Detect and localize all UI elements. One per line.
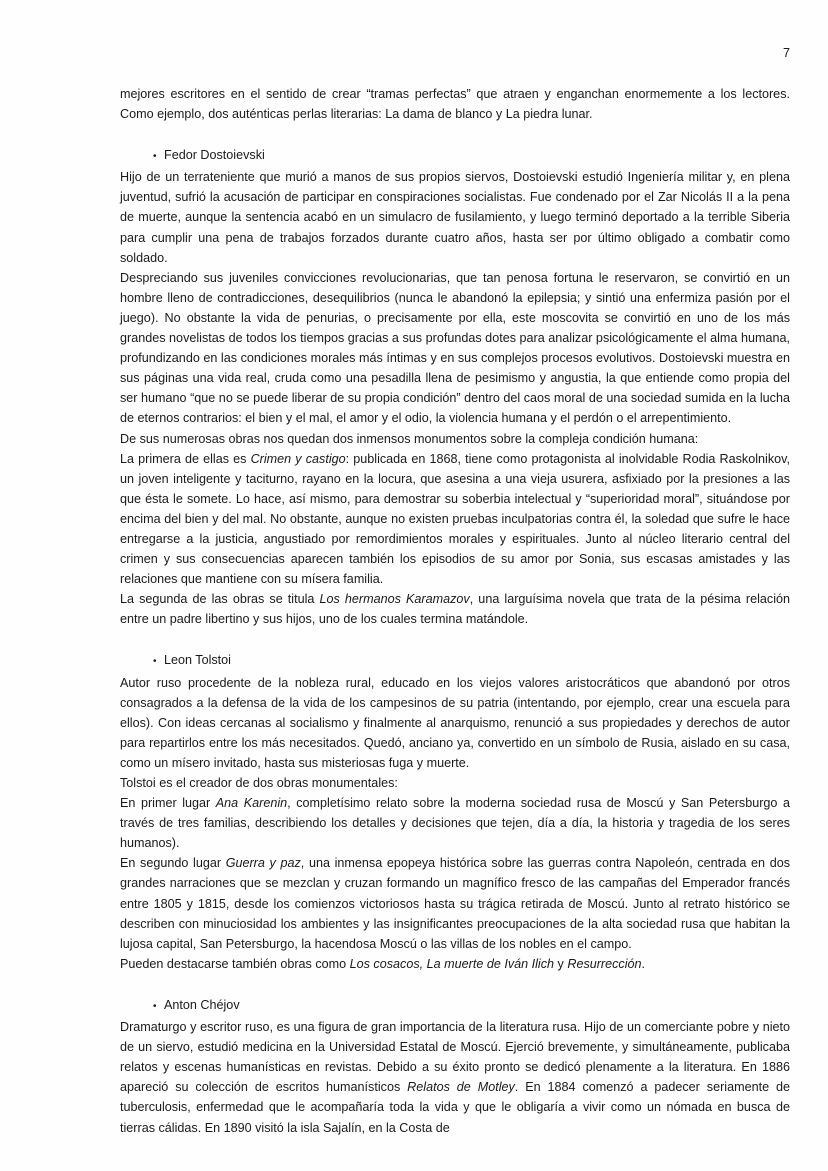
text-run: . bbox=[641, 956, 646, 971]
page-number: 7 bbox=[783, 46, 790, 60]
paragraph-tolstoi-biography bbox=[120, 673, 790, 773]
italic-title: Los cosacos, La muerte de Iván Ilich bbox=[349, 956, 555, 971]
document-body bbox=[120, 84, 790, 1138]
paragraph-dostoievski-character bbox=[120, 268, 790, 429]
bullet-dot-icon: • bbox=[153, 151, 157, 163]
paragraph-guerra-y-paz bbox=[120, 853, 790, 953]
text-run: : publicada en 1868, tiene como protagonista al inolvidable Rodia Raskolnikov, un joven inteligente y taciturno, rayano en la locura, que asesina a una vieja usurera, asfixiado por la presiones a las que ésta le somete. Lo hace, así mismo, para demostrar su soberbia intelectual y “superioridad moral”, situándose por encima del bien y del mal. No obstante, aunque no existen pruebas inculpatorias contra él, la soledad que sufre le hace entregarse a la justicia, angustiado por remordimientos morales y espirituales. Junto al núcleo literario central del crimen y sus consecuencias aparecen también los episodios de su amor por Sonia, sus escasas amistades y las relaciones que mantiene con su mísera familia. bbox=[120, 451, 790, 587]
bullet-dot-icon: • bbox=[153, 656, 157, 668]
bullet-label: Leon Tolstoi bbox=[164, 653, 231, 668]
text-run: mejores escritores en el sentido de crear “tramas perfectas” que atraen y enganchan enormemente a los lectores. Como ejemplo, dos auténticas perlas literarias: La dama de blanco y La piedra lunar. bbox=[120, 87, 790, 122]
text-run: , completísimo relato sobre la moderna sociedad rusa de Moscú y San Petersburgo a través de tres familias, describiendo los detalles y decisiones que tejen, día a día, la historia y tragedia de los seres humanos). bbox=[120, 796, 790, 851]
text-run: Despreciando sus juveniles convicciones revolucionarias, que tan penosa fortuna le reservaron, se convirtió en un hombre lleno de contradicciones, desequilibrios (nunca le abandonó la epilepsia; y sintió una enfermiza pasión por el juego). No obstante la vida de penurias, o precisamente por ella, este moscovita se convirtió en uno de los más grandes novelistas de todos los tiempos gracias a sus profundas dotes para analizar psicológicamente el alma humana, profundizando en las condiciones morales más íntimas y en sus complejos procesos evolutivos. Dostoievski muestra en sus páginas una vida real, cruda como una pesadilla llena de pesimismo y angustia, la que entiende como propia del ser humano “que no se puede liberar de su propia condición” dentro del caos moral de una sociedad sumida en la lucha de eternos contrarios: el bien y el mal, el amor y el odio, la violencia humana y el perdón o el arrepentimiento. bbox=[120, 270, 790, 426]
bullet-heading-anton-chejov bbox=[120, 995, 790, 1017]
text-run: , una larguísima novela que trata de la pésima relación entre un padre libertino y sus hijos, uno de los cuales termina matándole. bbox=[120, 592, 791, 627]
text-run: Tolstoi es el creador de dos obras monumentales: bbox=[120, 776, 398, 790]
bullet-heading-leon-tolstoi bbox=[120, 650, 790, 672]
paragraph-tolstoi-other-works bbox=[120, 954, 790, 974]
italic-title: Los hermanos Karamazov bbox=[319, 592, 470, 607]
bullet-label: Fedor Dostoievski bbox=[164, 148, 265, 163]
spacer-before-dostoievski bbox=[120, 124, 790, 145]
text-run: Autor ruso procedente de la nobleza rural, educado en los viejos valores aristocráticos que abandonó por otros consagrados a la defensa de la vida de los campesinos de su patria (intentando, por ejemplo, crear una escuela para ellos). Con ideas cercanas al socialismo y finalmente al anarquismo, renunció a sus propiedades y derechos de autor para repartirlos entre los más necesitados. Quedó, anciano ya, convertido en un símbolo de Rusia, aislado en su casa, como un mísero invitado, hasta sus misteriosas fuga y muerte. bbox=[120, 675, 790, 770]
text-run: Dramaturgo y escritor ruso, es una figura de gran importancia de la literatura rusa. Hijo de un comerciante pobre y nieto de un siervo, estudió medicina en la Universidad Estatal de Moscú. Ejerció brevemente, y simultáneamente, publicaba relatos y escenas humanísticas en revistas. Debido a su éxito pronto se dedicó plenamente a la literatura. En 1886 apareció su colección de escritos humanísticos bbox=[120, 1020, 790, 1095]
text-run: La segunda de las obras se titula bbox=[120, 592, 320, 607]
bullet-dot-icon: • bbox=[153, 1000, 157, 1012]
italic-title: Ana Karenin bbox=[215, 796, 288, 811]
text-run: En segundo lugar bbox=[120, 856, 226, 871]
italic-title: Crimen y castigo bbox=[250, 451, 346, 466]
italic-title: Resurrección bbox=[567, 956, 642, 971]
paragraph-tolstoi-two-works bbox=[120, 773, 790, 793]
text-run: En primer lugar bbox=[120, 796, 216, 811]
text-run: y bbox=[554, 956, 568, 971]
paragraph-crimen-y-castigo bbox=[120, 449, 790, 590]
text-run: De sus numerosas obras nos quedan dos inmensos monumentos sobre la compleja condición humana: bbox=[120, 431, 699, 446]
spacer-before-chejov bbox=[120, 974, 790, 995]
paragraph-chejov-biography bbox=[120, 1017, 790, 1138]
bullet-label: Anton Chéjov bbox=[164, 997, 240, 1012]
paragraph-intro-wilkie-collins bbox=[120, 84, 790, 124]
paragraph-ana-karenin bbox=[120, 793, 790, 853]
paragraph-los-hermanos-karamazov bbox=[120, 589, 790, 629]
italic-title: Relatos de Motley bbox=[407, 1080, 515, 1095]
spacer-before-tolstoi bbox=[120, 629, 790, 650]
paragraph-dostoievski-two-monuments bbox=[120, 429, 790, 449]
italic-title: Guerra y paz bbox=[225, 856, 301, 871]
paragraph-dostoievski-biography bbox=[120, 167, 790, 267]
text-run: . En 1884 comenzó a padecer seriamente de tuberculosis, enfermedad que le acompañaría toda la vida y que le obligaría a vivir como un nómada en busca de tierras cálidas. En 1890 visitó la isla Sajalín, en la Costa de bbox=[120, 1080, 790, 1135]
text-run: Pueden destacarse también obras como bbox=[120, 956, 350, 971]
bullet-heading-fedor-dostoievski bbox=[120, 145, 790, 167]
text-run: La primera de ellas es bbox=[120, 451, 251, 466]
text-run: Hijo de un terrateniente que murió a manos de sus propios siervos, Dostoievski estudió Ingeniería militar y, en plena juventud, sufrió la acusación de participar en conspiraciones socialistas. Fue condenado por el Zar Nicolás II a la pena de muerte, aunque la sentencia acabó en un simulacro de fusilamiento, y luego terminó deportado a la terrible Siberia para cumplir una pena de trabajos forzados durante cuatro años, hasta ser por último obligado a combatir como soldado. bbox=[120, 170, 790, 265]
text-run: , una inmensa epopeya histórica sobre las guerras contra Napoleón, centrada en dos grandes narraciones que se mezclan y cruzan formando un magnífico fresco de las campañas del Emperador francés entre 1805 y 1815, desde los comienzos victoriosos hasta su trágica retirada de Moscú. Junto al retrato histórico se describen con minuciosidad los ambientes y las insignificantes preocupaciones de la alta sociedad rusa que habitan la lujosa capital, San Petersburgo, la hacendosa Moscú o las villas de los nobles en el campo. bbox=[120, 856, 790, 951]
